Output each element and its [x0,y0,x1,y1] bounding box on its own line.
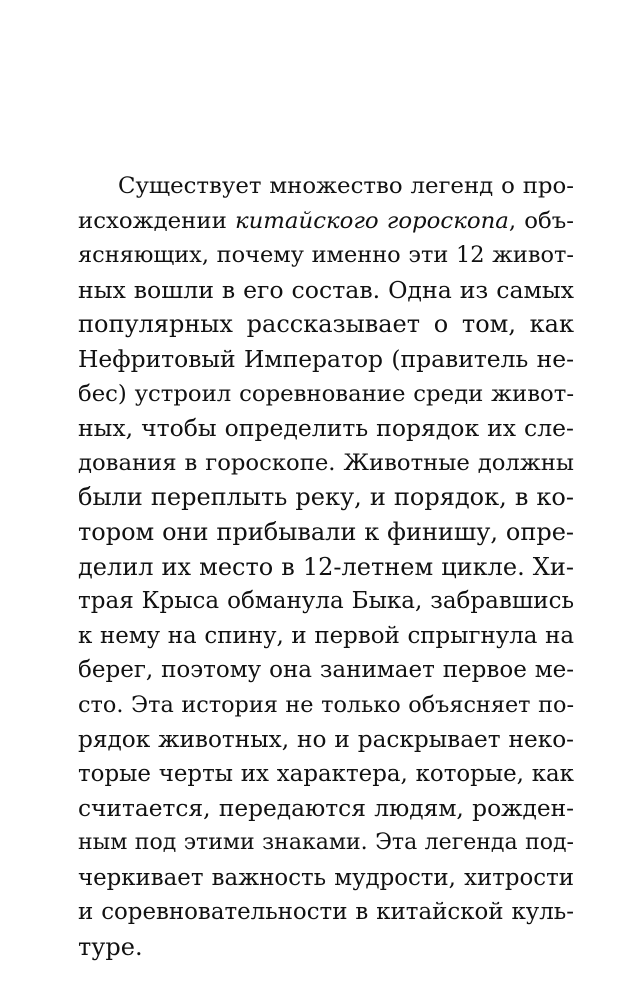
text-line: черкивает важность мудрости, хитрости [78,864,574,891]
italic-term: китайского гороскопа [234,207,509,234]
text-line: Существует множество легенд о про- [118,173,574,199]
text-line: исхождении китайского гороскопа, объ- [78,207,574,234]
text-line: дования в гороскопе. Животные должны [78,449,574,476]
text-line: туре. [78,933,143,962]
text-line: бес) устроил соревнование среди живот- [78,380,574,407]
text-line: торые черты их характера, которые, как [78,761,574,788]
text-line: считается, передаются людям, рожден- [78,794,574,822]
text-line: популярных рассказывает о том, как [78,310,574,339]
text-line: ным под этими знаками. Эта легенда под- [78,830,574,856]
text-line: трая Крыса обманула Быка, забравшись [78,588,574,615]
text-line: тором они прибывали к финишу, опре- [78,517,574,546]
text-line: Нефритовый Император (правитель не- [78,344,574,373]
text-line: ных, чтобы определить порядок их сле- [78,414,574,443]
text-line: рядок животных, но и раскрывает неко- [78,725,574,753]
text-line: и соревновательности в китайской куль- [78,899,574,926]
body-paragraph [78,169,574,965]
text-line: к нему на спину, и первой спрыгнула на [78,622,574,649]
text-line: ных вошли в его состав. Одна из самых [78,275,574,304]
text-line: берег, поэтому она занимает первое ме- [78,657,574,684]
text-line: делил их место в 12-летнем цикле. Хи- [78,552,574,581]
text-line: были переплыть реку, и порядок, в ко- [78,483,574,512]
text-line: сто. Эта история не только объясняет по- [78,691,574,718]
text-line: ясняющих, почему именно эти 12 живот- [78,242,574,269]
